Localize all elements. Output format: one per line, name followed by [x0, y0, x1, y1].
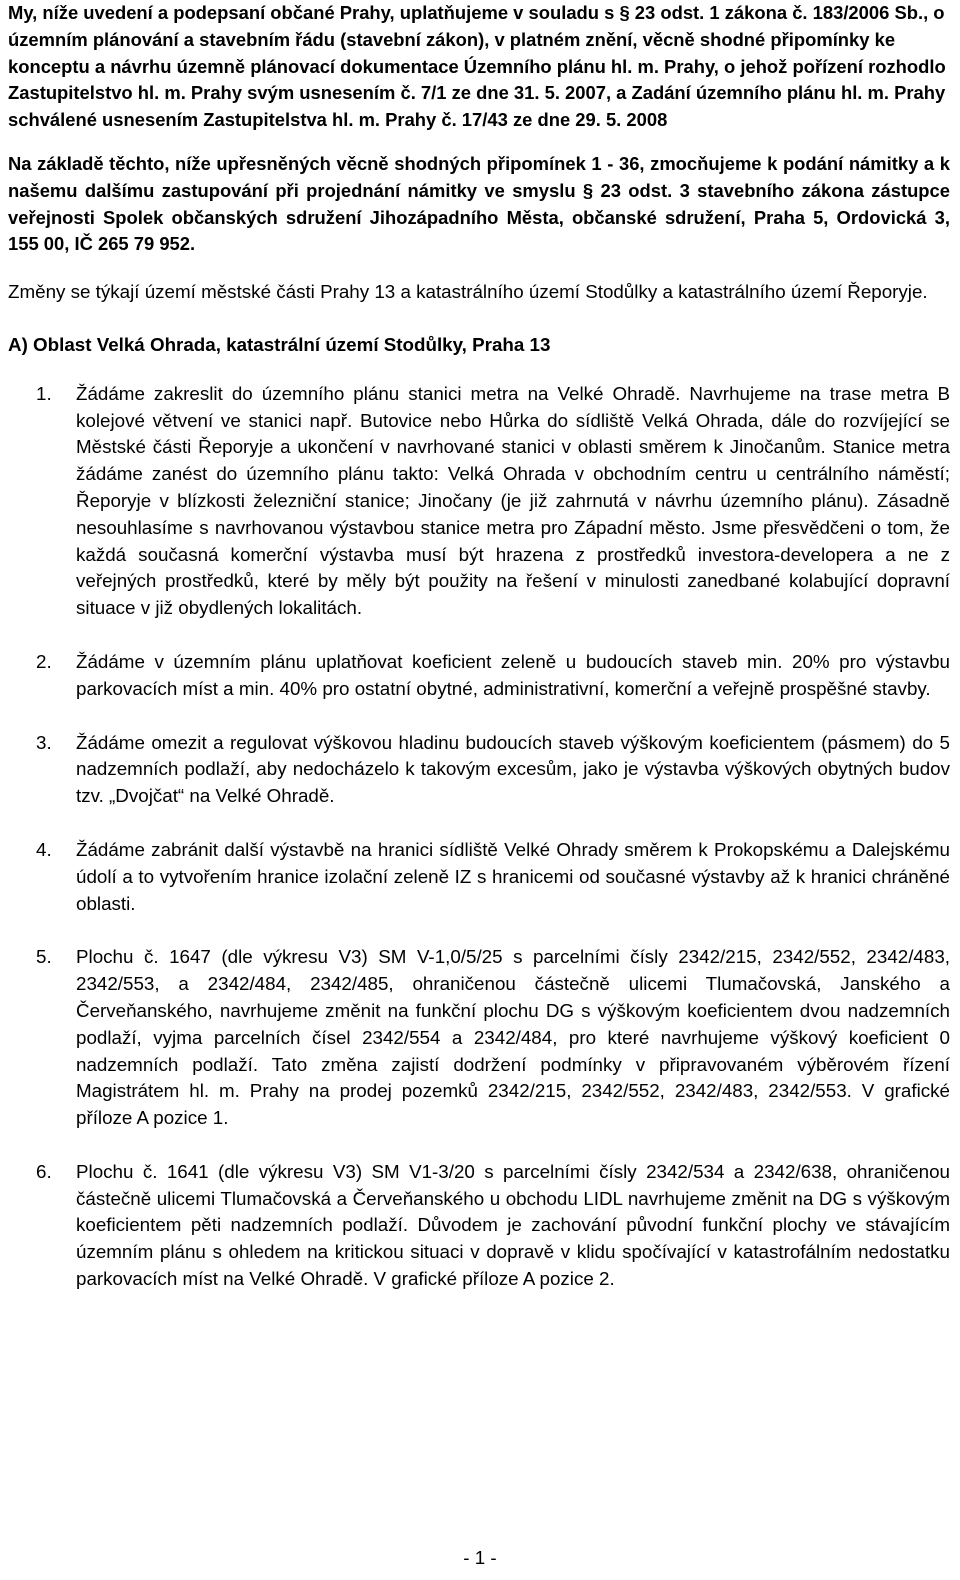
document-page	[8, 0, 950, 1320]
authorization-paragraph: Na základě těchto, níže upřesněných věcně shodných připomínek 1 - 36, zmocňujeme k podání námitky a k našemu dalšímu zastupování při projednání námitky ve smyslu § 23 odst. 3 stavebního zákona zástupce veřejnosti Spolek občanských sdružení Jihozápadního Města, občanské sdružení, Praha 5, Ordovická 3, 155 00, IČ 265 79 952.	[8, 152, 950, 255]
list-item-text: Žádáme zakreslit do územního plánu stanici metra na Velké Ohradě. Navrhujeme na trase metra B kolejové větvení ve stanici např. Butovice nebo Hůrka do sídliště Velká Ohrada, dále do rozvíjející se Městské části Řeporyje a ukončení v navrhované stanici v oblasti směrem k Jinočanům. Stanice metra žádáme zanést do územního plánu takto: Velká Ohrada v obchodním centru u centrálního náměstí; Řeporyje v blízkosti železniční stanice; Jinočany (je již zahrnutá v návrhu územního plánu). Zásadně nesouhlasíme s navrhovanou výstavbou stanice metra pro Západní město. Jsme přesvědčeni o tom, že každá současná komerční výstavba musí být hrazena z prostředků investora-developera a ne z veřejných prostředků, které by měly být použity na řešení v minulosti zanedbané kolabující dopravní situace v již obydlených lokalitách.	[76, 382, 950, 619]
list-item	[8, 944, 950, 1132]
list-item	[8, 381, 950, 622]
list-item-number: 5.	[36, 946, 52, 968]
list-item-number: 3.	[36, 731, 52, 753]
list-item-text: Žádáme v územním plánu uplatňovat koeficient zeleně u budoucích staveb min. 20% pro výstavbu parkovacích míst a min. 40% pro ostatní obytné, administrativní, komerční a veřejně prospěšné stavby.	[76, 650, 950, 699]
scope-paragraph: Změny se týkají území městské části Prahy 13 a katastrálního území Stodůlky a katastrálního území Řeporyje.	[8, 281, 928, 303]
list-item-number: 4.	[36, 838, 52, 860]
list-item-text: Žádáme omezit a regulovat výškovou hladinu budoucích staveb výškovým koeficientem (pásmem) do 5 nadzemních podlaží, aby nedocházelo k takovým excesům, jako je výstavba výškových obytných budov tzv. „Dvojčat“ na Velké Ohradě.	[76, 731, 950, 807]
comment-list	[8, 381, 950, 1293]
list-item	[8, 730, 950, 810]
list-item-text: Žádáme zabránit další výstavbě na hranici sídliště Velké Ohrady směrem k Prokopskému a Dalejskému údolí a to vytvořením hranice izolační zeleně IZ s hranicemi od současné výstavby až k hranici chráněné oblasti.	[76, 838, 950, 914]
section-heading: A) Oblast Velká Ohrada, katastrální území Stodůlky, Praha 13	[8, 333, 551, 355]
list-item	[8, 837, 950, 917]
list-item	[8, 1159, 950, 1293]
intro-paragraph: My, níže uvedení a podepsaní občané Prahy, uplatňujeme v souladu s § 23 odst. 1 zákona č. 183/2006 Sb., o územním plánování a stavebním řádu (stavební zákon), v platném znění, věcně shodné připomínky ke konceptu a návrhu územně plánovací dokumentace Územního plánu hl. m. Prahy, o jehož pořízení rozhodlo Zastupitelstvo hl. m. Prahy svým usnesením č. 7/1 ze dne 31. 5. 2007, a Zadání územního plánu hl. m. Prahy schválené usnesením Zastupitelstva hl. m. Prahy č. 17/43 ze dne 29. 5. 2008	[8, 2, 946, 131]
list-item-text: Plochu č. 1647 (dle výkresu V3) SM V-1,0/5/25 s parcelními čísly 2342/215, 2342/552, 2342/483, 2342/553, a 2342/484, 2342/485, ohraničenou částečně ulicemi Tlumačovská, Janského a Červeňanského, navrhujeme změnit na funkční plochu DG s výškovým koeficientem dvou nadzemních podlaží, vyjma parcelních čísel 2342/554 a 2342/484, pro které navrhujeme výškový koeficient 0 nadzemních podlaží. Tato změna zajistí dodržení podmínky v připravovaném výběrovém řízení Magistrátem hl. m. Prahy na prodej pozemků 2342/215, 2342/552, 2342/483, 2342/553. V grafické příloze A pozice 1.	[76, 946, 950, 1129]
list-item-number: 2.	[36, 650, 52, 672]
list-item-text: Plochu č. 1641 (dle výkresu V3) SM V1-3/20 s parcelními čísly 2342/534 a 2342/638, ohraničenou částečně ulicemi Tlumačovská a Červeňanského u obchodu LIDL navrhujeme změnit na DG s výškovým koeficientem pěti nadzemních podlaží. Důvodem je zachování původní funkční plochy ve stávajícím územním plánu s ohledem na kritickou situaci v dopravě v klidu spočívající v katastrofálním nedostatku parkovacích míst na Velké Ohradě. V grafické příloze A pozice 2.	[76, 1160, 950, 1290]
page-number: - 1 -	[463, 1547, 497, 1568]
list-item-number: 6.	[36, 1160, 52, 1182]
list-item-number: 1.	[36, 382, 52, 404]
list-item	[8, 649, 950, 703]
